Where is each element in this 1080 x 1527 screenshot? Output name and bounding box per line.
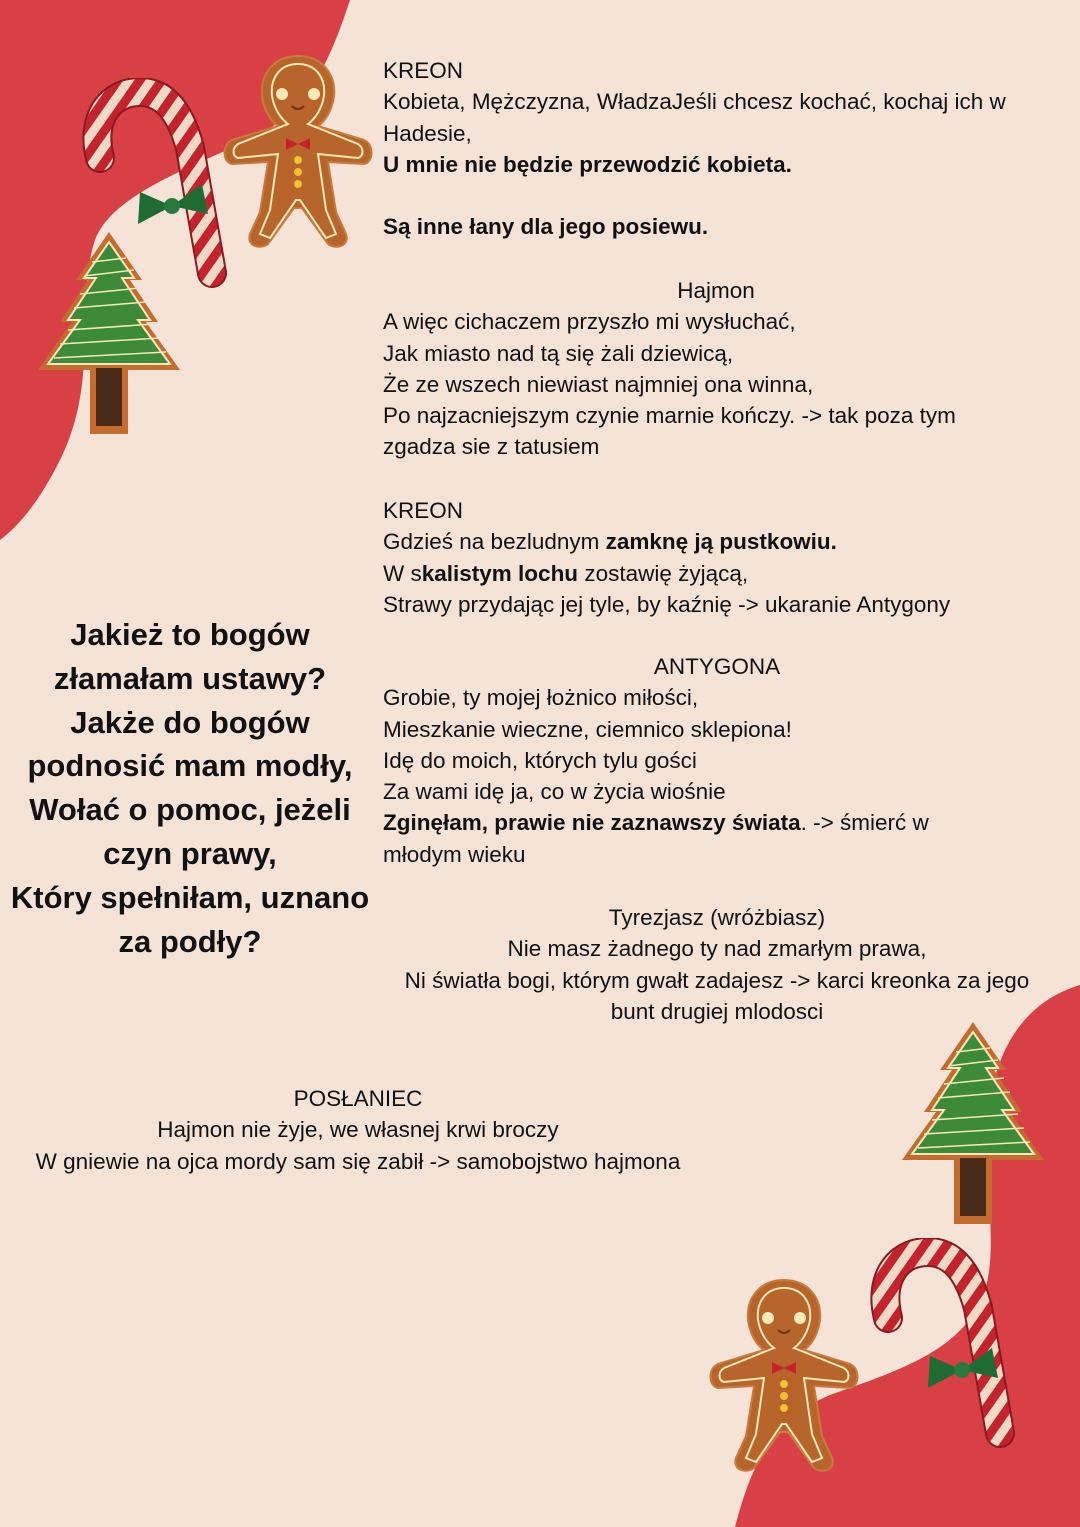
- dialogue-line: W gniewie na ojca mordy sam się zabił -> samobojstwo hajmona: [35, 1148, 681, 1174]
- antigone-quote: [0, 613, 380, 963]
- text-regular: Gdzieś na bezludnym: [383, 529, 606, 555]
- dialogue-line: [383, 526, 950, 557]
- quote-line: podnosić mam modły,: [27, 748, 353, 784]
- poslaniec-section: [20, 1083, 696, 1177]
- dialogue-line: [383, 807, 1051, 838]
- dialogue-line: Grobie, ty mojej łożnico miłości,: [383, 685, 699, 711]
- kreon-section-2: [383, 495, 950, 620]
- dialogue-line: [383, 558, 950, 589]
- text-regular: W s: [383, 560, 422, 586]
- antygona-section: [383, 651, 1051, 870]
- dialogue-line: A więc cichaczem przyszło mi wysłuchać,: [383, 309, 796, 335]
- dialogue-line: Hajmon nie żyje, we własnej krwi broczy: [157, 1117, 559, 1143]
- dialogue-line: Za wami idę ja, co w życia wiośnie: [383, 779, 726, 805]
- quote-line: złamałam ustawy?: [53, 660, 327, 696]
- text-bold: kalistym lochu: [421, 560, 579, 586]
- speaker-name: KREON: [383, 58, 464, 83]
- tyrezjasz-section: [383, 902, 1051, 1027]
- dialogue-line: Mieszkanie wieczne, ciemnico sklepiona!: [383, 716, 792, 742]
- dialogue-line: Że ze wszech niewiast najmniej ona winna,: [383, 371, 814, 397]
- dialogue-line: bunt drugiej mlodosci: [610, 998, 824, 1024]
- quote-line: Który spełniłam, uznano: [10, 879, 370, 915]
- dialogue-line-bold: U mnie nie będzie przewodzić kobieta.: [383, 151, 792, 177]
- dialogue-line: Jak miasto nad tą się żali dziewicą,: [383, 340, 734, 366]
- dialogue-line-bold: Są inne łany dla jego posiewu.: [383, 214, 709, 240]
- quote-line: Jakże do bogów: [70, 704, 310, 740]
- speaker-name: KREON: [383, 498, 464, 523]
- text-bold: zamknę ją pustkowiu.: [605, 529, 837, 555]
- dialogue-line: młodym wieku: [383, 841, 526, 867]
- dialogue-line: Strawy przydając jej tyle, by kaźnię -> ukaranie Antygony: [383, 591, 951, 617]
- text-regular: . -> śmierć w: [800, 810, 929, 836]
- dialogue-line: Kobieta, Mężczyzna, WładzaJeśli chcesz kochać, kochaj ich w: [383, 89, 1006, 115]
- speaker-name: Tyrezjasz (wróżbiasz): [608, 905, 826, 930]
- hajmon-section: [383, 275, 1051, 463]
- speaker-name: POSŁANIEC: [293, 1086, 423, 1111]
- quote-line: Wołać o pomoc, jeżeli: [29, 792, 351, 828]
- blank-line: [383, 180, 1006, 211]
- candy-cane-icon: [858, 1238, 1018, 1448]
- christmas-tree-icon: [36, 232, 182, 437]
- gingerbread-man-icon: [218, 52, 378, 252]
- text-regular: zostawię żyjącą,: [578, 560, 749, 586]
- dialogue-line: Ni światła bogi, którym gwałt zadajesz -> karci kreonka za jego: [404, 967, 1030, 993]
- quote-line: czyn prawy,: [103, 835, 277, 871]
- kreon-section-1: [383, 55, 1006, 243]
- dialogue-line: zgadza sie z tatusiem: [383, 434, 600, 460]
- dialogue-line: Idę do moich, których tylu gości: [383, 747, 697, 773]
- text-bold: Zginęłam, prawie nie zaznawszy świata: [383, 810, 801, 836]
- dialogue-line: Nie masz żadnego ty nad zmarłym prawa,: [507, 936, 927, 962]
- dialogue-line: Po najzacniejszym czynie marnie kończy. -> tak poza tym: [383, 403, 956, 429]
- dialogue-line: Hadesie,: [383, 120, 472, 146]
- quote-line: za podły?: [118, 923, 262, 959]
- speaker-name: ANTYGONA: [653, 654, 781, 679]
- quote-line: Jakież to bogów: [70, 617, 310, 652]
- speaker-name: Hajmon: [677, 278, 755, 303]
- gingerbread-man-icon: [704, 1276, 864, 1476]
- christmas-tree-icon: [900, 1022, 1046, 1227]
